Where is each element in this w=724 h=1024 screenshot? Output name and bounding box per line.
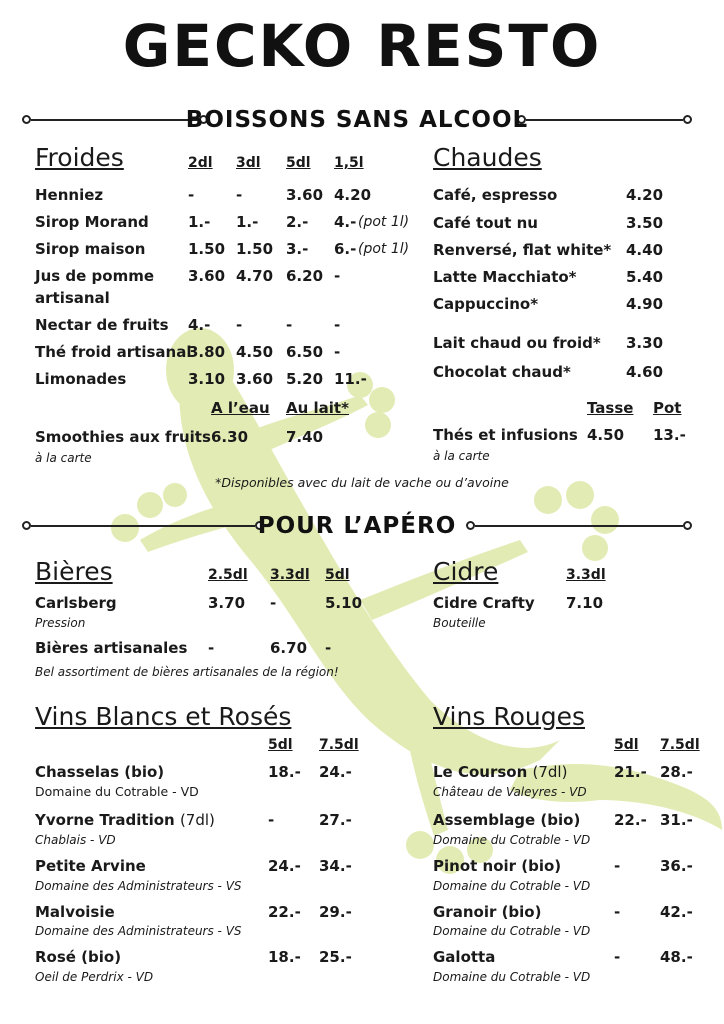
price: 21.-	[614, 763, 647, 781]
price: 42.-	[660, 903, 693, 921]
col-header: 3.3dl	[270, 567, 310, 583]
price: 6.-	[334, 240, 357, 258]
drink-name: Sirop maison	[35, 240, 146, 258]
price: 1.50	[188, 240, 226, 258]
price: 4.90	[626, 295, 664, 313]
price: 28.-	[660, 763, 693, 781]
wine-origin: Domaine du Cotrable - VD	[433, 970, 591, 984]
price: 7.10	[566, 594, 604, 612]
price: 4.60	[626, 363, 664, 381]
wine-origin: Oeil de Perdrix - VD	[35, 970, 154, 984]
price: -	[208, 639, 215, 657]
wine-origin: Domaine du Cotrable - VD	[433, 833, 591, 847]
drink-name: Cidre Crafty	[433, 594, 535, 612]
wine-name: Granoir (bio)	[433, 903, 542, 921]
price: 25.-	[319, 948, 352, 966]
wine-name: Le Courson (7dl)	[433, 763, 568, 781]
price: -	[325, 639, 332, 657]
bieres-heading: Bières	[35, 557, 113, 586]
price-note: (pot 1l)	[358, 241, 410, 257]
col-header: 5dl	[325, 567, 350, 583]
price: 4.50	[587, 426, 625, 444]
wine-origin: Château de Valeyres - VD	[433, 785, 587, 799]
drink-name: Cappuccino*	[433, 295, 539, 313]
price: 3.50	[626, 214, 664, 232]
vins-rouges-heading: Vins Rouges	[433, 702, 585, 731]
drink-name: Jus de pomme	[35, 267, 155, 285]
price: 3.60	[188, 267, 226, 285]
price: 4.20	[626, 186, 664, 204]
drink-name: Henniez	[35, 186, 104, 204]
section-title: POUR L’APÉRO	[257, 513, 457, 539]
col-header: Pot	[653, 399, 682, 417]
drink-name: Sirop Morand	[35, 213, 149, 231]
price: 18.-	[268, 763, 301, 781]
price: 6.20	[286, 267, 324, 285]
price: 48.-	[660, 948, 693, 966]
price: -	[236, 186, 243, 204]
price: 3.60	[236, 370, 274, 388]
drink-name: Bières artisanales	[35, 639, 188, 657]
col-header: 7.5dl	[660, 737, 700, 753]
wine-origin: Domaine du Cotrable - VD	[35, 784, 199, 799]
price: 6.50	[286, 343, 324, 361]
price: 3.70	[208, 594, 246, 612]
price: 5.40	[626, 268, 664, 286]
price: 1.50	[236, 240, 274, 258]
price: -	[268, 811, 275, 829]
chaudes-heading: Chaudes	[433, 143, 542, 172]
wine-name: Petite Arvine	[35, 857, 146, 875]
col-header: A l’eau	[211, 399, 270, 417]
price: -	[614, 903, 621, 921]
price: 1.-	[236, 213, 259, 231]
drink-name: Latte Macchiato*	[433, 268, 577, 286]
col-header: Tasse	[587, 399, 634, 417]
price: 22.-	[268, 903, 301, 921]
drink-name: Nectar de fruits	[35, 316, 169, 334]
drink-name: Café tout nu	[433, 214, 538, 232]
vins-blancs-heading: Vins Blancs et Rosés	[35, 702, 292, 731]
col-header: 7.5dl	[319, 737, 359, 753]
price: 22.-	[614, 811, 647, 829]
drink-name-line2: artisanal	[35, 289, 110, 307]
price: 4.40	[626, 241, 664, 259]
price: 11.-	[334, 370, 367, 388]
price: -	[270, 594, 277, 612]
wine-origin: Domaine du Cotrable - VD	[433, 924, 591, 938]
price: 2.-	[286, 213, 309, 231]
price: 24.-	[319, 763, 352, 781]
price: 6.70	[270, 639, 308, 657]
wine-name: Malvoisie	[35, 903, 115, 921]
drink-subtitle: à la carte	[35, 451, 92, 465]
price: 4.70	[236, 267, 274, 285]
restaurant-title: GECKO RESTO	[122, 12, 602, 80]
price: -	[614, 857, 621, 875]
price: 18.-	[268, 948, 301, 966]
wine-name: Chasselas (bio)	[35, 763, 165, 781]
price: -	[334, 343, 341, 361]
drink-name: Carlsberg	[35, 594, 117, 612]
section-banner-apero	[22, 511, 692, 541]
price: 4.50	[236, 343, 274, 361]
price: 24.-	[268, 857, 301, 875]
section-banner-sans-alcool	[22, 105, 692, 135]
drink-name: Smoothies aux fruits	[35, 428, 211, 446]
drink-subtitle: Pression	[35, 616, 86, 630]
price: 3.10	[188, 370, 226, 388]
wine-name: Pinot noir (bio)	[433, 857, 562, 875]
price: 27.-	[319, 811, 352, 829]
price: -	[334, 316, 341, 334]
froides-heading: Froides	[35, 143, 124, 172]
price: 3.80	[188, 343, 226, 361]
col-header: 2.5dl	[208, 567, 248, 583]
price: 6.30	[211, 428, 249, 446]
wine-origin: Domaine des Administrateurs - VS	[35, 924, 242, 938]
col-header: 3.3dl	[566, 567, 606, 583]
wine-origin: Domaine du Cotrable - VD	[433, 879, 591, 893]
col-header: 2dl	[188, 155, 213, 171]
drink-subtitle: Bouteille	[433, 616, 486, 630]
col-header: 3dl	[236, 155, 261, 171]
wine-origin: Chablais - VD	[35, 833, 116, 847]
price: -	[188, 186, 195, 204]
price: 5.20	[286, 370, 324, 388]
price: 31.-	[660, 811, 693, 829]
drink-name: Renversé, flat white*	[433, 241, 612, 259]
drink-name: Thés et infusions	[433, 426, 578, 444]
price: 13.-	[653, 426, 686, 444]
price: 1.-	[188, 213, 211, 231]
col-header: Au lait*	[286, 399, 349, 417]
price: 34.-	[319, 857, 352, 875]
cidre-heading: Cidre	[433, 557, 499, 586]
drink-name: Limonades	[35, 370, 127, 388]
price-note: (pot 1l)	[358, 214, 410, 230]
price: 7.40	[286, 428, 324, 446]
price: 36.-	[660, 857, 693, 875]
bieres-note: Bel assortiment de bières artisanales de la région!	[35, 665, 339, 679]
section-title: BOISSONS SANS ALCOOL	[185, 107, 529, 133]
price: -	[334, 267, 341, 285]
drink-name: Chocolat chaud*	[433, 363, 571, 381]
price: 3.-	[286, 240, 309, 258]
col-header: 5dl	[286, 155, 311, 171]
col-header: 5dl	[268, 737, 293, 753]
col-header: 5dl	[614, 737, 639, 753]
price: 4.20	[334, 186, 372, 204]
price: 5.10	[325, 594, 363, 612]
price: 29.-	[319, 903, 352, 921]
wine-origin: Domaine des Administrateurs - VS	[35, 879, 242, 893]
price: 3.30	[626, 334, 664, 352]
wine-name: Rosé (bio)	[35, 948, 122, 966]
price: 4.-	[334, 213, 357, 231]
drink-name: Thé froid artisanal	[35, 343, 192, 361]
drink-name: Café, espresso	[433, 186, 558, 204]
price: -	[236, 316, 243, 334]
wine-name: Yvorne Tradition (7dl)	[35, 811, 215, 829]
price: 3.60	[286, 186, 324, 204]
drink-subtitle: à la carte	[433, 449, 490, 463]
price: -	[286, 316, 293, 334]
wine-name: Galotta	[433, 948, 496, 966]
price: -	[614, 948, 621, 966]
footnote: *Disponibles avec du lait de vache ou d’avoine	[215, 475, 509, 490]
price: 4.-	[188, 316, 211, 334]
wine-name: Assemblage (bio)	[433, 811, 581, 829]
drink-name: Lait chaud ou froid*	[433, 334, 601, 352]
col-header: 1,5l	[334, 155, 364, 171]
